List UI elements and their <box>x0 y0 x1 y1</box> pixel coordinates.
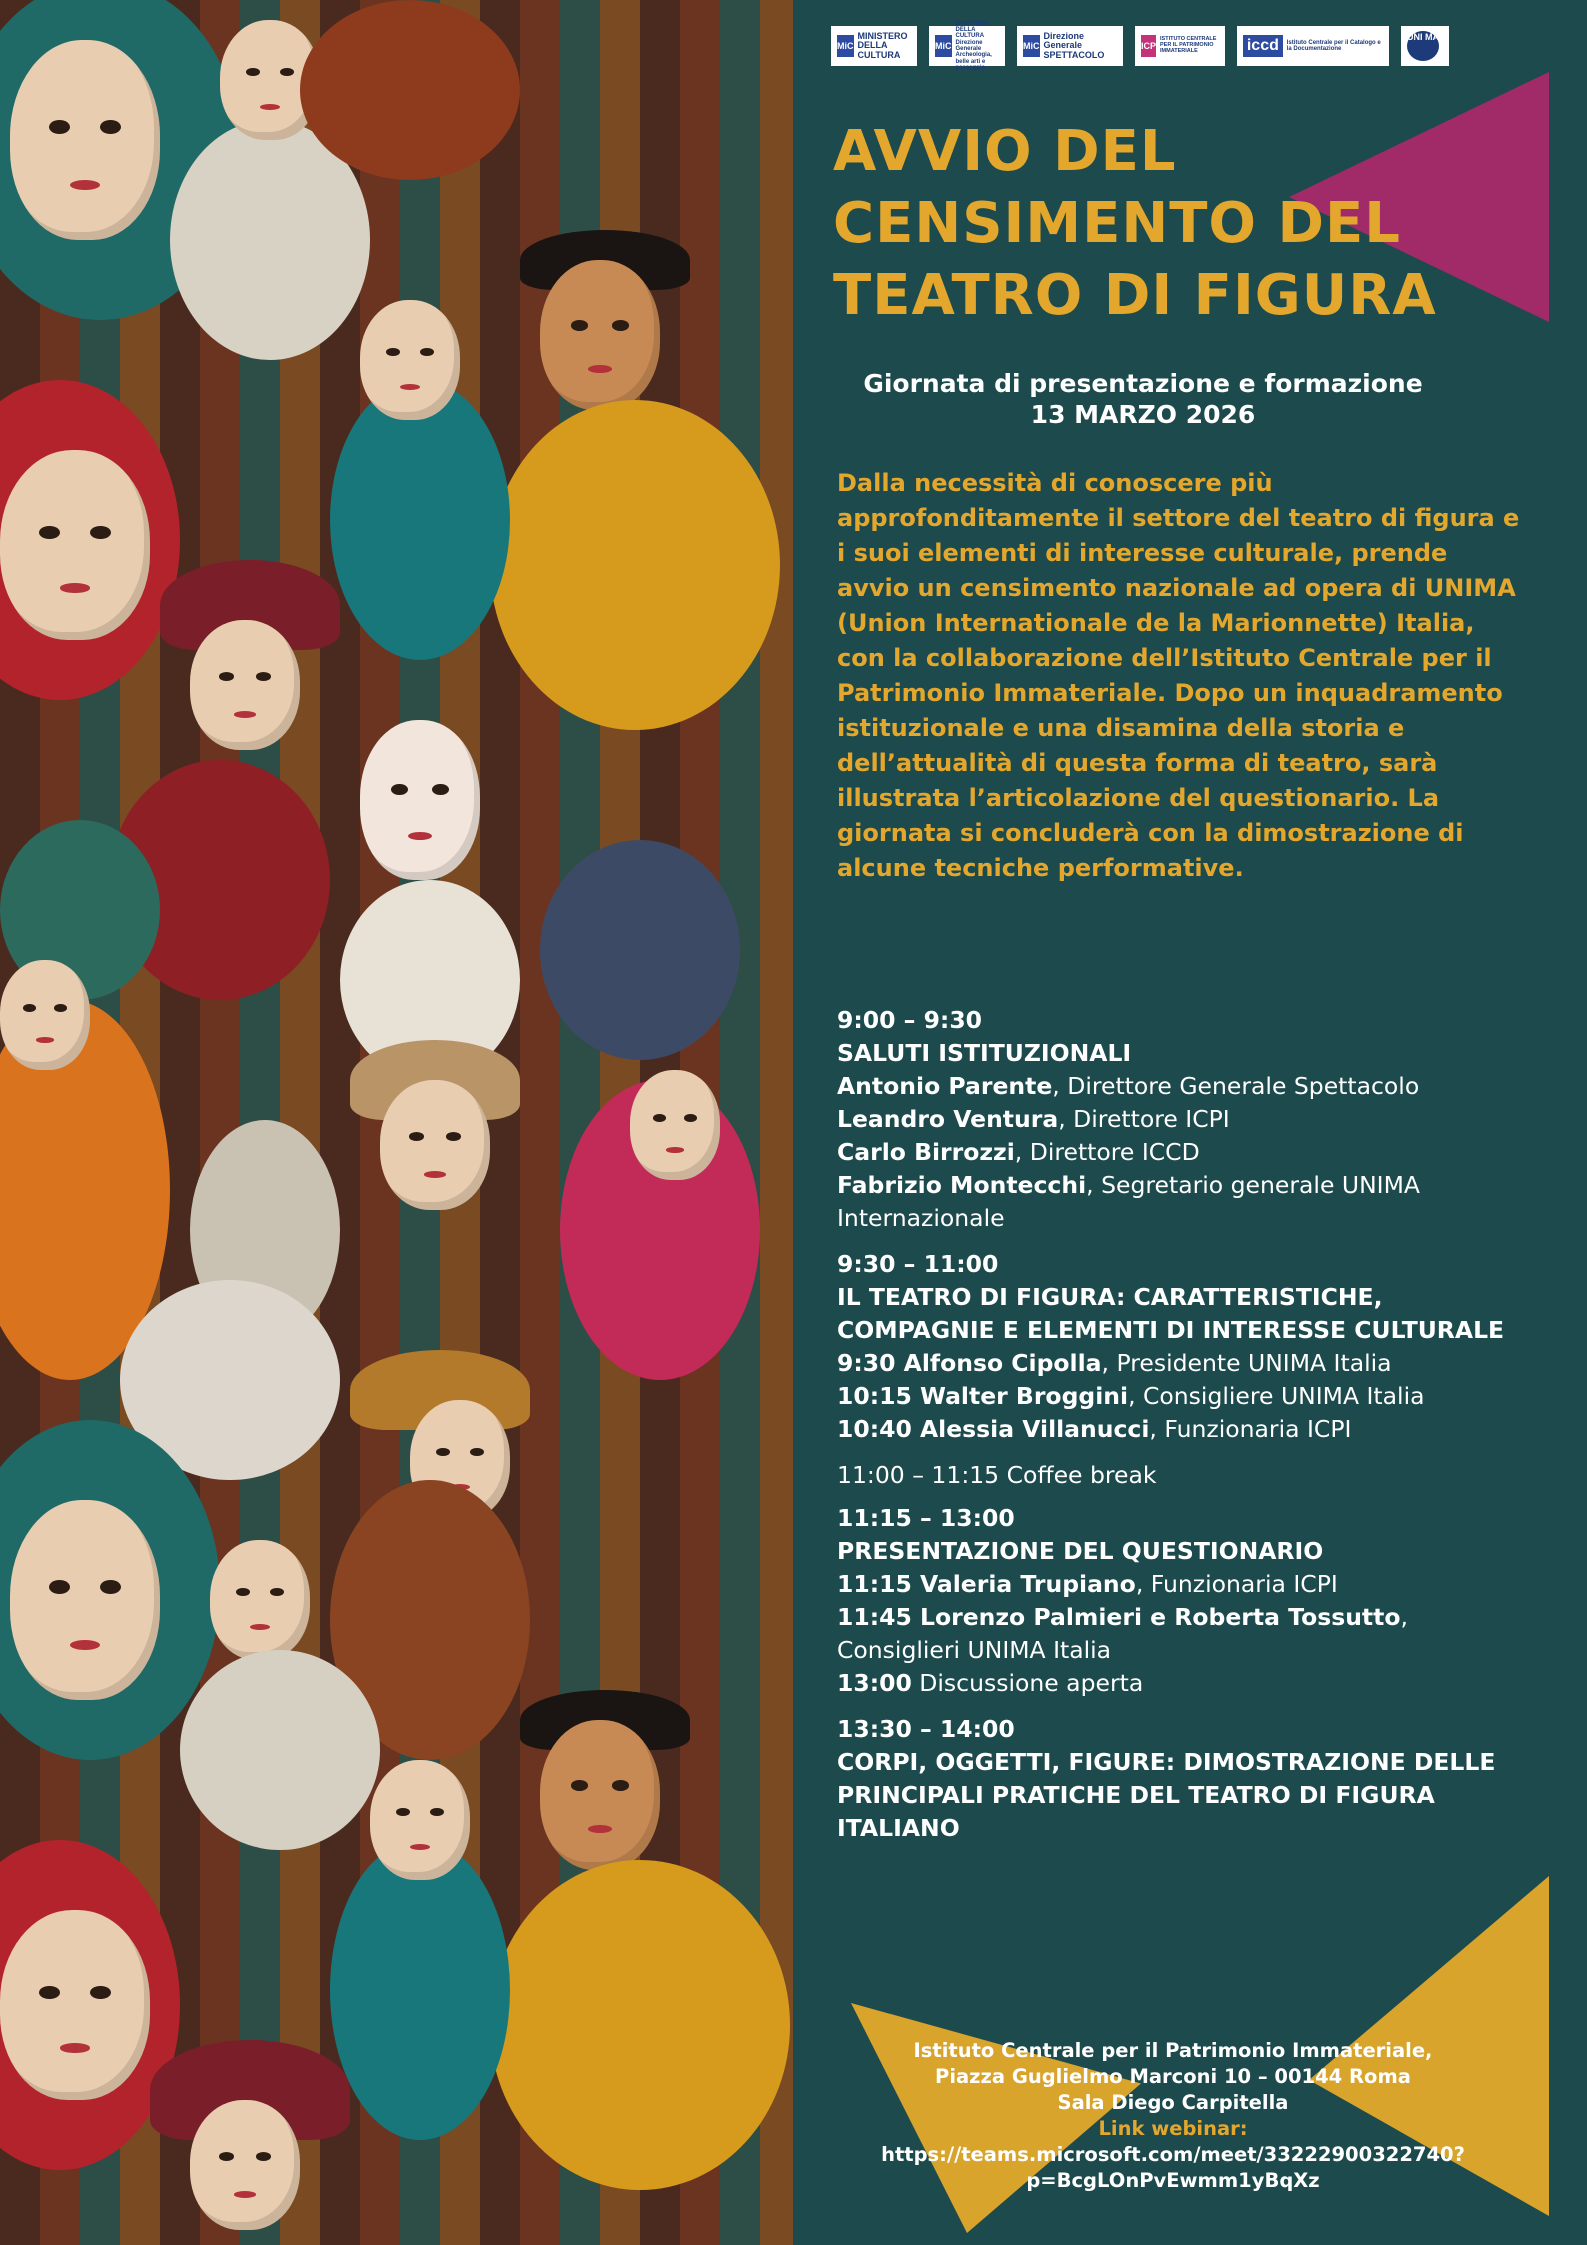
speaker-row: Fabrizio Montecchi, Segretario generale UNIMA Internazionale <box>837 1171 1420 1232</box>
logo-unima: UNI MA <box>1401 26 1449 66</box>
logo-iccd: iccd Istituto Centrale per il Catalogo e la Documentazione <box>1237 26 1389 66</box>
poster-title <box>833 116 1533 332</box>
venue-room: Sala Diego Carpitella <box>1057 2091 1289 2114</box>
session-time: 13:30 – 14:00 <box>837 1715 1015 1743</box>
webinar-link[interactable]: https://teams.microsoft.com/meet/33222900322740? p=BcgLOnPvEwmm1yBqXz <box>881 2143 1465 2192</box>
venue-info <box>823 2038 1523 2194</box>
logo-icpi: ICP ISTITUTO CENTRALE PER IL PATRIMONIO IMMATERIALE <box>1135 26 1225 66</box>
logo-dg-spettacolo: MiC Direzione Generale SPETTACOLO <box>1017 26 1123 66</box>
session-heading: CORPI, OGGETTI, FIGURE: DIMOSTRAZIONE DELLE PRINCIPALI PRATICHE DEL TEATRO DI FIGURA ITALIANO <box>837 1748 1496 1842</box>
content-panel <box>793 0 1587 2245</box>
puppet-collage-image <box>0 0 793 2245</box>
title-line-2: CENSIMENTO DEL <box>833 191 1401 256</box>
title-line-1: AVVIO DEL <box>833 119 1177 184</box>
speaker-row: 13:00 Discussione aperta <box>837 1669 1144 1697</box>
institution-logos <box>831 20 1561 71</box>
logo-ministero-cultura: MiC MINISTERO DELLA CULTURA <box>831 26 917 66</box>
speaker-row: 10:15 Walter Broggini, Consigliere UNIMA Italia <box>837 1382 1425 1410</box>
logo-dg-archeologia: MiC MINISTERO DELLA CULTURA Direzione Generale Archeologia, belle arti e paesaggio <box>929 26 1005 66</box>
speaker-row: 11:15 Valeria Trupiano, Funzionaria ICPI <box>837 1570 1338 1598</box>
subtitle-line-1: Giornata di presentazione e formazione <box>863 369 1423 398</box>
session-4 <box>837 1713 1537 1845</box>
session-time: 9:30 – 11:00 <box>837 1250 999 1278</box>
speaker-row: 9:30 Alfonso Cipolla, Presidente UNIMA Italia <box>837 1349 1392 1377</box>
session-heading: PRESENTAZIONE DEL QUESTIONARIO <box>837 1537 1324 1565</box>
venue-name: Istituto Centrale per il Patrimonio Immateriale, <box>913 2039 1433 2062</box>
session-time: 11:15 – 13:00 <box>837 1504 1015 1532</box>
speaker-row: Antonio Parente, Direttore Generale Spettacolo <box>837 1072 1420 1100</box>
speaker-row: 10:40 Alessia Villanucci, Funzionaria ICPI <box>837 1415 1352 1443</box>
event-date: 13 MARZO 2026 <box>1030 400 1256 429</box>
speaker-row: Carlo Birrozzi, Direttore ICCD <box>837 1138 1200 1166</box>
session-2 <box>837 1248 1537 1446</box>
program <box>837 1004 1537 1858</box>
session-time: 9:00 – 9:30 <box>837 1006 983 1034</box>
coffee-break: 11:00 – 11:15 Coffee break <box>837 1461 1157 1489</box>
speaker-row: 11:45 Lorenzo Palmieri e Roberta Tossutto, Consiglieri UNIMA Italia <box>837 1603 1409 1664</box>
title-line-3: TEATRO DI FIGURA <box>833 263 1437 328</box>
session-heading: IL TEATRO DI FIGURA: CARATTERISTICHE, COMPAGNIE E ELEMENTI DI INTERESSE CULTURALE <box>837 1283 1505 1344</box>
session-3 <box>837 1502 1537 1700</box>
session-1 <box>837 1004 1537 1235</box>
venue-address: Piazza Guglielmo Marconi 10 – 00144 Roma <box>935 2065 1411 2088</box>
speaker-row: Leandro Ventura, Direttore ICPI <box>837 1105 1230 1133</box>
session-heading: SALUTI ISTITUZIONALI <box>837 1039 1132 1067</box>
subtitle <box>833 368 1453 430</box>
webinar-label: Link webinar: <box>1098 2117 1248 2140</box>
intro-paragraph: Dalla necessità di conoscere più approfonditamente il settore del teatro di figura e i suoi elementi di interesse culturale, prende avvio un censimento nazionale ad opera di UNIMA (Union Internationale de la Marionnette) Italia, con la collaborazione dell’Istituto Centrale per il Patrimonio Immateriale. Dopo un inquadramento istituzionale e una disamina della storia e dell’attualità di questa forma di teatro, sarà illustrata l’articolazione del questionario. La giornata si concluderà con la dimostrazione di alcune tecniche performative. <box>837 469 1520 882</box>
